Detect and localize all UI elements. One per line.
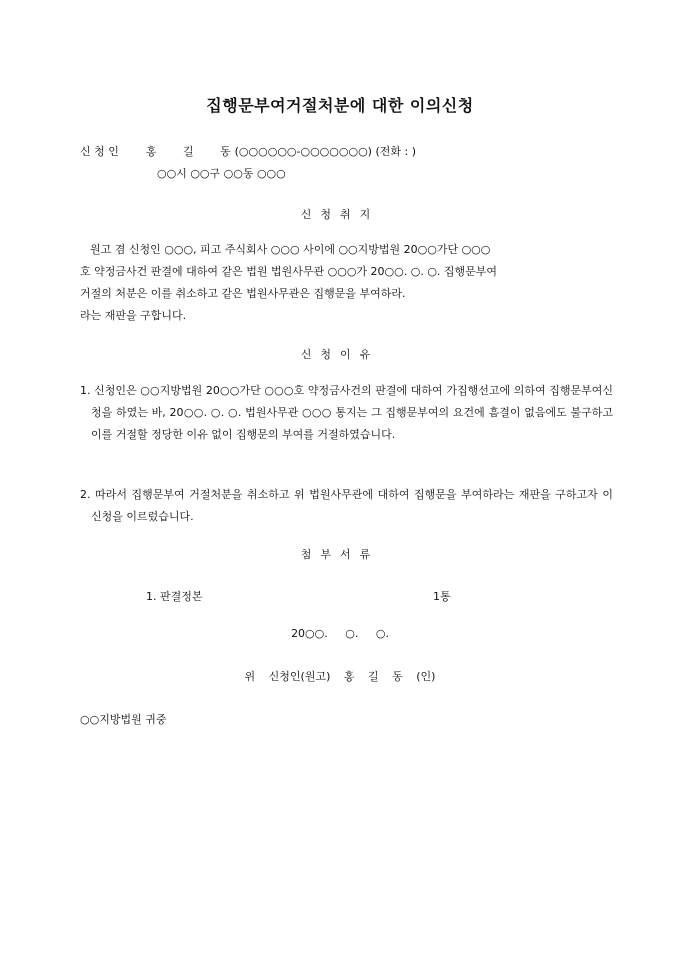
document-date: 20○○. ○. ○. [291,627,389,640]
attachment-count: 1통 [433,590,451,603]
purpose-heading: 신청취지 [300,208,380,221]
applicant-name-char: 길 [183,145,194,158]
purpose-line: 라는 재판을 구합니다. [80,309,187,322]
applicant-name-char: 홍 [146,145,157,158]
reason-item: 1. 신청인은 ○○지방법원 20○○가단 ○○○호 약정금사건의 판결에 대하여 가집행선고에 의하여 집행문부여신청을 하였는 바, 20○○. ○. ○. 법원사무관 ○○○ 통지는 그 집행문부여의 요건에 흠결이 없음에도 불구하고 이를 거절할 정당한 이유 없이 집행문의 부여를 거절하였습니다. [80,384,613,441]
reason-item: 2. 따라서 집행문부여 거절처분을 취소하고 위 법원사무관에 대하여 집행문을 부여하라는 재판을 구하고자 이 신청을 이르렀습니다. [80,488,613,523]
signer-line: 위 신청인(원고) 홍 길 동 (인) [244,670,436,683]
attachment-heading: 첨부서류 [300,548,380,561]
reason-heading: 신청이유 [300,348,380,361]
applicant-address: ○○시 ○○구 ○○동 ○○○ [157,167,286,180]
purpose-paragraph [80,239,600,327]
attachment-name: 1. 판결정본 [146,590,203,603]
purpose-line: 원고 겸 신청인 ○○○, 피고 주식회사 ○○○ 사이에 ○○지방법원 20○○가단 ○○○ [90,243,491,256]
purpose-line: 거절의 처분은 이를 취소하고 같은 법원사무관은 집행문을 부여하라. [80,287,406,300]
applicant-id-phone: (○○○○○○-○○○○○○○) (전화 : ) [234,145,416,158]
purpose-line: 호 약정금사건 판결에 대하여 같은 법원 법원사무관 ○○○가 20○○. ○. ○. 집행문부여 [80,265,498,278]
document-title: 집행문부여거절처분에 대한 이의신청 [206,96,474,115]
court-addressee: ○○지방법원 귀중 [80,713,167,726]
applicant-label: 신 청 인 [80,145,119,158]
applicant-line [80,143,416,159]
applicant-name-char: 동 [220,145,231,158]
